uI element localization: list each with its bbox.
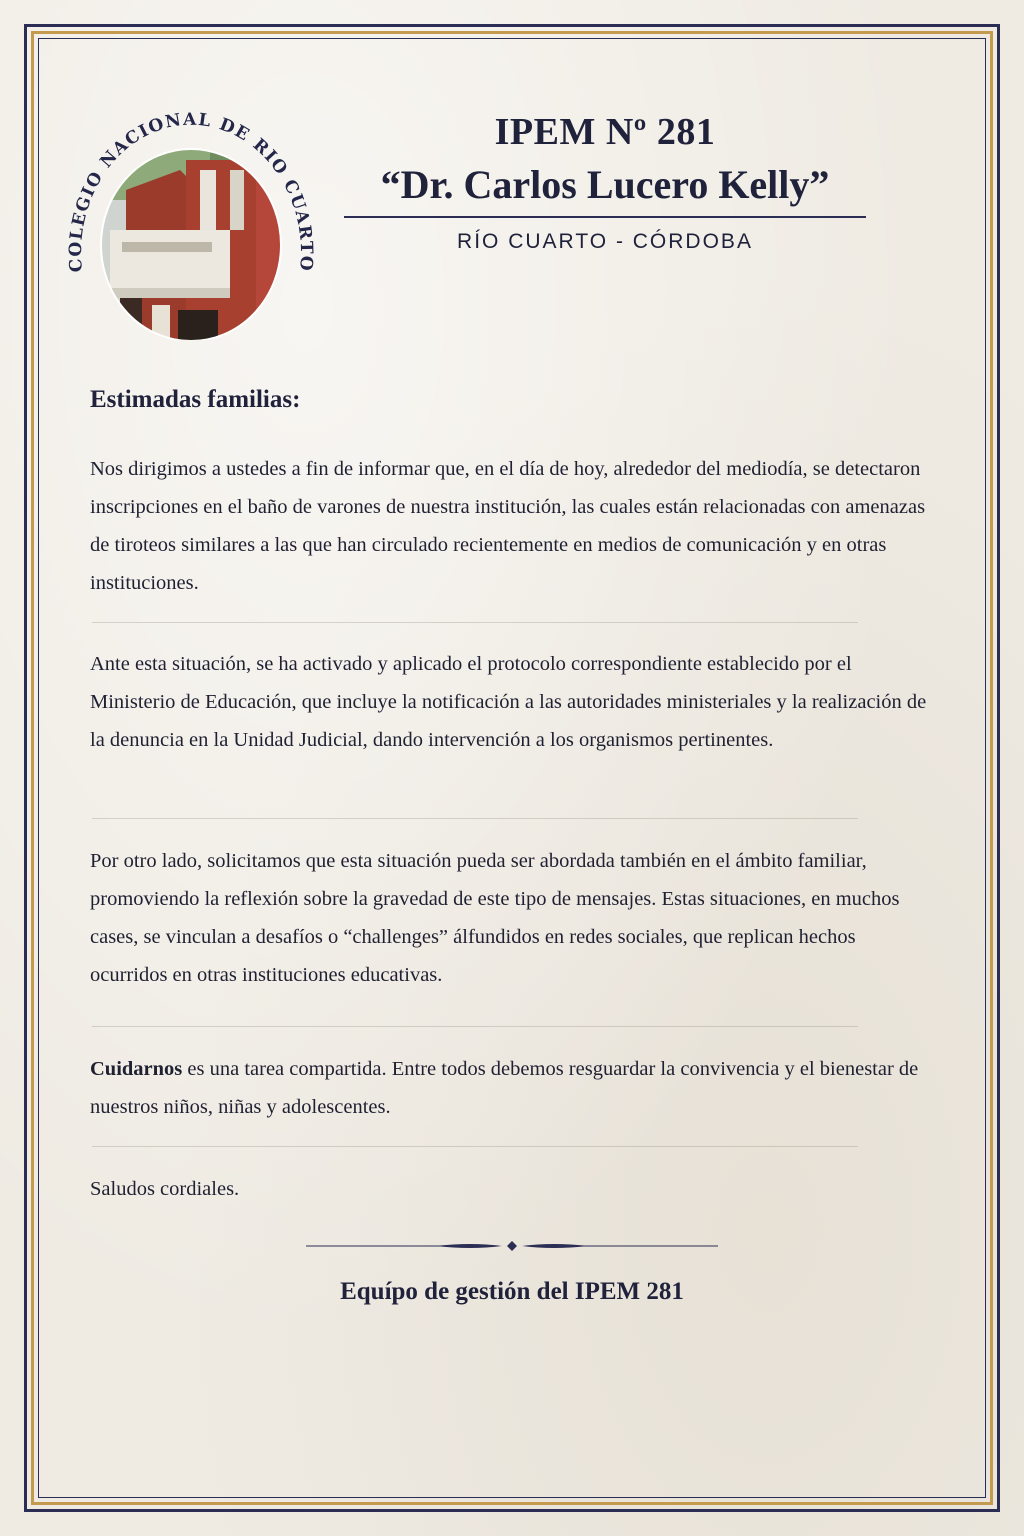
paragraph-incident: Nos dirigimos a ustedes a fin de informar que, en el día de hoy, alrededor del mediodía, se detectaron inscripciones en el baño de varones de nuestra institución, las cuales están relacionadas con amenazas de tiroteos similares a las que han circulado recientemente en medios de comunicación y en otras instituciones. (90, 458, 926, 594)
closing: Saludos cordiales. (90, 1178, 240, 1200)
paragraph-divider (92, 1026, 858, 1027)
paragraph-divider (92, 622, 858, 623)
ornament-divider (306, 1236, 718, 1256)
greeting: Estimadas familias: (90, 386, 301, 413)
shared-care-text: es una tarea compartida. Entre todos debemos resguardar la convivencia y el bienestar de nuestros niños, niñas y adolescentes. (90, 1058, 919, 1118)
paragraph-protocol: Ante esta situación, se ha activado y aplicado el protocolo correspondiente establecido por el Ministerio de Educación, que incluye la notificación a las autoridades ministeriales y la realización de la denuncia en la Unidad Judicial, dando intervención a los organismos pertinentes. (90, 653, 927, 751)
signature: Equípo de gestión del IPEM 281 (340, 1278, 684, 1305)
paragraph-divider (92, 818, 858, 819)
letterhead (340, 110, 870, 254)
paragraph-divider (92, 1146, 858, 1147)
school-code: IPEM Nº 281 (494, 111, 716, 153)
svg-text:COLEGIO NACIONAL DE RIO CUARTO: COLEGIO NACIONAL DE RIO CUARTO (65, 109, 317, 273)
paragraph-shared-care (90, 1050, 930, 1126)
emphasis-cuidarnos: Cuidarnos (90, 1058, 183, 1080)
school-name: “Dr. Carlos Lucero Kelly” (380, 161, 830, 207)
header-divider (344, 216, 866, 218)
school-seal-logo (60, 70, 320, 340)
school-location: RÍO CUARTO - CÓRDOBA (457, 229, 753, 253)
paragraph-family-request: Por otro lado, solicitamos que esta situación pueda ser abordada también en el ámbito familiar, promoviendo la reflexión sobre la gravedad de este tipo de mensajes. Estas situaciones, en muchos cases, se vinculan a desafíos o “challenges” álfundidos en redes sociales, que replican hechos ocurridos en otras instituciones educativas. (90, 850, 900, 986)
greeting-block (90, 386, 930, 414)
